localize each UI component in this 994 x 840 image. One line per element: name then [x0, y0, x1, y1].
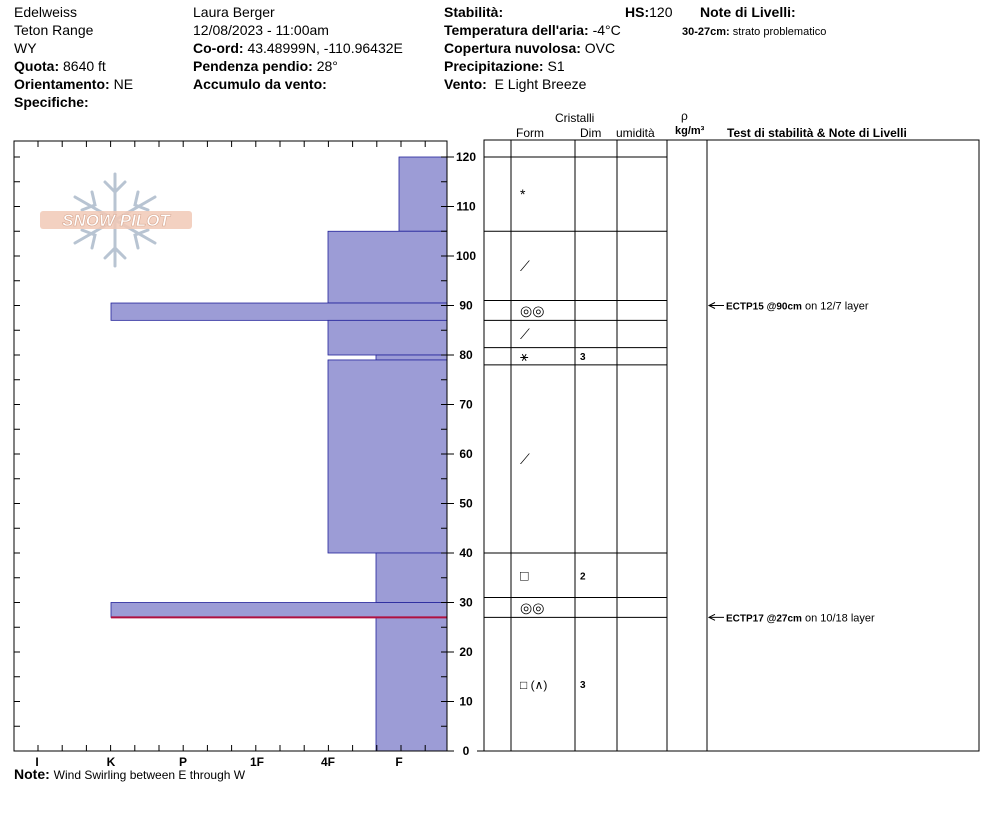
crystal-size-value: 3	[580, 352, 586, 364]
hs-label: HS:	[625, 4, 650, 20]
size-header: Dim	[580, 126, 602, 140]
elevation-label: Quota:	[14, 58, 60, 74]
crystal-form-symbol: □ (∧)	[520, 678, 548, 693]
wind-label: Vento:	[444, 76, 487, 92]
depth-tick-label: 70	[459, 397, 473, 412]
depth-tick-label: 120	[455, 150, 477, 164]
stability-label: Stabilità:	[444, 4, 504, 20]
note-label: Note:	[14, 766, 50, 782]
form-header: Form	[516, 126, 544, 140]
hardness-layer-bar	[399, 157, 447, 231]
hardness-tick-label: F	[395, 755, 403, 769]
depth-tick-label: 30	[459, 595, 473, 610]
stability-test-label: ECTP15 @90cm on 12/7 layer	[726, 300, 869, 313]
tests-header: Test di stabilità & Note di Livelli	[727, 126, 907, 140]
depth-tick-label: 100	[455, 249, 477, 263]
hardness-layer-bar	[111, 603, 447, 618]
layer-notes-label: Note di Livelli:	[700, 4, 796, 20]
wetness-header: umidità	[616, 126, 655, 140]
crystal-form-symbol: ◎◎	[520, 599, 545, 616]
specifics-label: Specifiche:	[14, 94, 89, 110]
slope-value: 28°	[316, 58, 338, 74]
observer-name: Laura Berger	[193, 4, 275, 20]
depth-tick-label: 60	[459, 447, 473, 461]
coord-label: Co-ord:	[193, 40, 244, 56]
hardness-layer-bar	[111, 303, 447, 320]
wind-loading-label: Accumulo da vento:	[193, 76, 327, 92]
observation-datetime: 12/08/2023 - 11:00am	[193, 22, 329, 38]
density-unit: kg/m³	[675, 125, 705, 137]
hardness-layer-bar	[328, 320, 447, 355]
depth-tick-label: 90	[459, 298, 473, 313]
hardness-layer-bar	[328, 360, 447, 553]
crystal-size-value: 2	[580, 571, 586, 583]
density-symbol: ρ	[681, 109, 688, 123]
depth-tick-label: 110	[456, 199, 476, 214]
hardness-layer-bar	[376, 355, 447, 360]
hardness-tick-label: I	[35, 755, 39, 769]
depth-tick-label: 80	[459, 348, 473, 362]
state-name: WY	[14, 40, 37, 56]
slope-label: Pendenza pendio:	[193, 58, 313, 74]
air-temp-value: -4°C	[592, 22, 621, 38]
crystal-form-symbol: *	[520, 186, 526, 203]
crystal-form-symbol: ⟋	[520, 257, 530, 274]
aspect-value: NE	[113, 76, 134, 92]
crystal-form-symbol: ⟋	[520, 325, 530, 342]
hardness-layer-bar	[376, 553, 447, 603]
depth-tick-label: 40	[459, 546, 473, 560]
air-temp-label: Temperatura dell'aria:	[444, 22, 589, 38]
hardness-tick-label: P	[178, 755, 188, 769]
snowpilot-logo	[40, 174, 192, 266]
sky-label: Copertura nuvolosa:	[444, 40, 581, 56]
elevation-value: 8640 ft	[63, 58, 106, 74]
precip-label: Precipitazione:	[444, 58, 544, 74]
hardness-layer-bar	[328, 231, 447, 303]
wind-value: E Light Breeze	[494, 76, 587, 92]
sky-value: OVC	[584, 40, 616, 56]
crystal-form-symbol: ⟋	[520, 450, 530, 467]
crystal-form-symbol: ◎◎	[520, 302, 545, 319]
hs-value: 120	[649, 4, 673, 20]
depth-tick-label: 50	[459, 496, 473, 511]
crystals-header: Cristalli	[555, 111, 595, 125]
depth-tick-label: 20	[459, 645, 473, 659]
aspect-label: Orientamento:	[14, 76, 110, 92]
crystal-size-value: 3	[580, 680, 586, 692]
hardness-tick-label: 1F	[249, 755, 265, 769]
location-name: Edelweiss	[14, 4, 78, 20]
layer-note-text: strato problematico	[732, 26, 827, 38]
depth-tick-label: 0	[462, 744, 470, 758]
coord-value: 43.48999N, -110.96432E	[247, 40, 403, 56]
hardness-tick-label: 4F	[320, 755, 336, 769]
layer-note-range: 30-27cm:	[682, 26, 730, 38]
hardness-tick-label: K	[106, 755, 116, 769]
note-text: Wind Swirling between E through W	[53, 768, 246, 782]
range-name: Teton Range	[14, 22, 94, 38]
precip-value: S1	[547, 58, 565, 74]
crystal-form-symbol: □	[520, 567, 529, 584]
stability-test-label: ECTP17 @27cm on 10/18 layer	[726, 612, 875, 625]
hardness-layer-bar	[376, 617, 447, 751]
crystal-form-symbol: ⚹	[520, 348, 529, 365]
logo-text: SNOW PILOT	[62, 211, 170, 230]
depth-tick-label: 10	[459, 694, 473, 709]
